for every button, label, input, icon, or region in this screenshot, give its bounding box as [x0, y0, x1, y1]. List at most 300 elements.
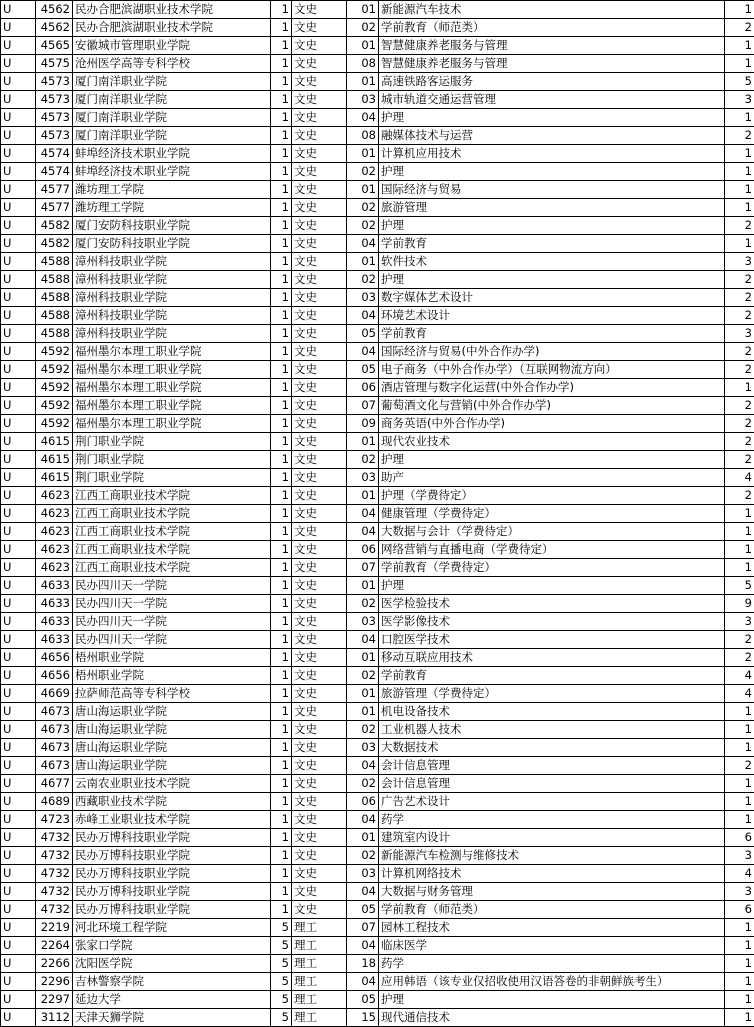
major-name-cell: 高速铁路客运服务	[379, 73, 725, 91]
major-code-cell: 02	[347, 19, 379, 37]
subject-category-cell: 文史	[292, 577, 347, 595]
type-code-cell: 1	[271, 361, 292, 379]
plan-count-cell: 2	[725, 127, 754, 145]
school-name-cell: 民办万博科技职业学院	[73, 883, 271, 901]
table-row	[1, 1, 754, 19]
school-name-cell: 福州墨尔本理工职业学院	[73, 397, 271, 415]
table-row	[1, 793, 754, 811]
major-name-cell: 学前教育	[379, 325, 725, 343]
table-row	[1, 181, 754, 199]
major-code-cell: 04	[347, 109, 379, 127]
subject-category-cell: 文史	[292, 721, 347, 739]
major-name-cell: 环境艺术设计	[379, 307, 725, 325]
type-code-cell: 1	[271, 433, 292, 451]
batch-code-cell: U	[1, 613, 36, 631]
table-row	[1, 631, 754, 649]
school-code-cell: 4574	[36, 163, 73, 181]
table-row	[1, 307, 754, 325]
type-code-cell: 1	[271, 181, 292, 199]
school-code-cell: 4669	[36, 685, 73, 703]
school-name-cell: 福州墨尔本理工职业学院	[73, 415, 271, 433]
table-row	[1, 937, 754, 955]
plan-count-cell: 1	[725, 937, 754, 955]
type-code-cell: 1	[271, 325, 292, 343]
major-code-cell: 02	[347, 667, 379, 685]
major-code-cell: 03	[347, 739, 379, 757]
batch-code-cell: U	[1, 1009, 36, 1027]
type-code-cell: 1	[271, 217, 292, 235]
school-code-cell: 4732	[36, 901, 73, 919]
school-name-cell: 漳州科技职业学院	[73, 289, 271, 307]
batch-code-cell: U	[1, 973, 36, 991]
major-code-cell: 04	[347, 523, 379, 541]
school-code-cell: 4592	[36, 415, 73, 433]
subject-category-cell: 理工	[292, 973, 347, 991]
school-name-cell: 江西工商职业技术学院	[73, 559, 271, 577]
batch-code-cell: U	[1, 397, 36, 415]
plan-count-cell: 2	[725, 343, 754, 361]
school-code-cell: 4573	[36, 73, 73, 91]
table-row	[1, 721, 754, 739]
plan-count-cell: 2	[725, 19, 754, 37]
batch-code-cell: U	[1, 505, 36, 523]
batch-code-cell: U	[1, 667, 36, 685]
plan-count-cell: 6	[725, 901, 754, 919]
major-name-cell: 大数据与财务管理	[379, 883, 725, 901]
major-name-cell: 旅游管理	[379, 199, 725, 217]
major-name-cell: 应用韩语（该专业仅招收使用汉语答卷的非朝鲜族考生）	[379, 973, 725, 991]
major-name-cell: 数字媒体艺术设计	[379, 289, 725, 307]
plan-count-cell: 1	[725, 235, 754, 253]
table-row	[1, 37, 754, 55]
subject-category-cell: 文史	[292, 181, 347, 199]
school-code-cell: 4623	[36, 523, 73, 541]
subject-category-cell: 文史	[292, 343, 347, 361]
major-code-cell: 03	[347, 469, 379, 487]
subject-category-cell: 文史	[292, 91, 347, 109]
subject-category-cell: 文史	[292, 613, 347, 631]
subject-category-cell: 文史	[292, 793, 347, 811]
school-name-cell: 唐山海运职业学院	[73, 703, 271, 721]
school-code-cell: 4615	[36, 433, 73, 451]
batch-code-cell: U	[1, 847, 36, 865]
major-name-cell: 学前教育（师范类）	[379, 901, 725, 919]
plan-count-cell: 4	[725, 685, 754, 703]
major-code-cell: 05	[347, 361, 379, 379]
school-name-cell: 延边大学	[73, 991, 271, 1009]
table-row	[1, 343, 754, 361]
subject-category-cell: 文史	[292, 811, 347, 829]
major-code-cell: 04	[347, 937, 379, 955]
school-name-cell: 厦门南洋职业学院	[73, 109, 271, 127]
batch-code-cell: U	[1, 469, 36, 487]
school-code-cell: 4592	[36, 379, 73, 397]
major-name-cell: 新能源汽车技术	[379, 1, 725, 19]
table-row	[1, 901, 754, 919]
school-code-cell: 4677	[36, 775, 73, 793]
major-name-cell: 护理	[379, 217, 725, 235]
plan-count-cell: 1	[725, 1, 754, 19]
major-code-cell: 03	[347, 613, 379, 631]
plan-count-cell: 1	[725, 379, 754, 397]
type-code-cell: 1	[271, 595, 292, 613]
type-code-cell: 1	[271, 109, 292, 127]
type-code-cell: 1	[271, 649, 292, 667]
school-name-cell: 唐山海运职业学院	[73, 739, 271, 757]
plan-count-cell: 9	[725, 595, 754, 613]
major-name-cell: 国际经济与贸易(中外合作办学)	[379, 343, 725, 361]
batch-code-cell: U	[1, 325, 36, 343]
plan-count-cell: 1	[725, 739, 754, 757]
school-code-cell: 4656	[36, 649, 73, 667]
major-code-cell: 08	[347, 127, 379, 145]
major-name-cell: 移动互联应用技术	[379, 649, 725, 667]
major-code-cell: 02	[347, 217, 379, 235]
school-name-cell: 厦门南洋职业学院	[73, 73, 271, 91]
plan-count-cell: 1	[725, 991, 754, 1009]
plan-count-cell: 2	[725, 271, 754, 289]
major-code-cell: 07	[347, 919, 379, 937]
major-name-cell: 会计信息管理	[379, 775, 725, 793]
school-name-cell: 民办万博科技职业学院	[73, 847, 271, 865]
type-code-cell: 1	[271, 559, 292, 577]
major-code-cell: 04	[347, 883, 379, 901]
subject-category-cell: 文史	[292, 37, 347, 55]
major-name-cell: 机电设备技术	[379, 703, 725, 721]
major-name-cell: 护理	[379, 577, 725, 595]
table-row	[1, 433, 754, 451]
major-name-cell: 葡萄酒文化与营销(中外合作办学)	[379, 397, 725, 415]
plan-count-cell: 1	[725, 181, 754, 199]
table-row	[1, 163, 754, 181]
major-code-cell: 02	[347, 163, 379, 181]
table-row	[1, 487, 754, 505]
major-code-cell: 18	[347, 955, 379, 973]
batch-code-cell: U	[1, 181, 36, 199]
school-code-cell: 4732	[36, 829, 73, 847]
plan-count-cell: 5	[725, 73, 754, 91]
major-name-cell: 工业机器人技术	[379, 721, 725, 739]
batch-code-cell: U	[1, 811, 36, 829]
school-name-cell: 福州墨尔本理工职业学院	[73, 379, 271, 397]
major-name-cell: 网络营销与直播电商（学费待定）	[379, 541, 725, 559]
school-code-cell: 4588	[36, 325, 73, 343]
subject-category-cell: 文史	[292, 415, 347, 433]
major-name-cell: 软件技术	[379, 253, 725, 271]
type-code-cell: 1	[271, 577, 292, 595]
major-name-cell: 护理	[379, 163, 725, 181]
major-name-cell: 融媒体技术与运营	[379, 127, 725, 145]
major-code-cell: 04	[347, 505, 379, 523]
table-row	[1, 271, 754, 289]
type-code-cell: 1	[271, 451, 292, 469]
batch-code-cell: U	[1, 1, 36, 19]
subject-category-cell: 文史	[292, 235, 347, 253]
major-code-cell: 01	[347, 649, 379, 667]
type-code-cell: 1	[271, 505, 292, 523]
subject-category-cell: 文史	[292, 847, 347, 865]
school-name-cell: 张家口学院	[73, 937, 271, 955]
major-code-cell: 04	[347, 973, 379, 991]
plan-count-cell: 3	[725, 325, 754, 343]
major-code-cell: 04	[347, 811, 379, 829]
table-row	[1, 253, 754, 271]
school-name-cell: 民办四川天一学院	[73, 613, 271, 631]
batch-code-cell: U	[1, 127, 36, 145]
type-code-cell: 1	[271, 343, 292, 361]
table-row	[1, 883, 754, 901]
major-name-cell: 护理（学费待定）	[379, 487, 725, 505]
type-code-cell: 1	[271, 415, 292, 433]
major-name-cell: 园林工程技术	[379, 919, 725, 937]
subject-category-cell: 文史	[292, 127, 347, 145]
table-row	[1, 361, 754, 379]
type-code-cell: 1	[271, 685, 292, 703]
school-code-cell: 4588	[36, 271, 73, 289]
major-code-cell: 09	[347, 415, 379, 433]
school-name-cell: 安徽城市管理职业学院	[73, 37, 271, 55]
school-name-cell: 厦门南洋职业学院	[73, 91, 271, 109]
major-code-cell: 04	[347, 343, 379, 361]
batch-code-cell: U	[1, 739, 36, 757]
batch-code-cell: U	[1, 109, 36, 127]
batch-code-cell: U	[1, 901, 36, 919]
subject-category-cell: 文史	[292, 541, 347, 559]
plan-count-cell: 1	[725, 775, 754, 793]
school-name-cell: 拉萨师范高等专科学校	[73, 685, 271, 703]
type-code-cell: 1	[271, 145, 292, 163]
plan-count-cell: 1	[725, 109, 754, 127]
subject-category-cell: 理工	[292, 1009, 347, 1027]
table-row	[1, 379, 754, 397]
plan-count-cell: 1	[725, 505, 754, 523]
plan-count-cell: 2	[725, 415, 754, 433]
plan-count-cell: 1	[725, 919, 754, 937]
plan-count-cell: 2	[725, 397, 754, 415]
batch-code-cell: U	[1, 145, 36, 163]
batch-code-cell: U	[1, 919, 36, 937]
major-name-cell: 广告艺术设计	[379, 793, 725, 811]
school-name-cell: 福州墨尔本理工职业学院	[73, 361, 271, 379]
school-name-cell: 民办四川天一学院	[73, 577, 271, 595]
school-code-cell: 4562	[36, 1, 73, 19]
major-code-cell: 03	[347, 289, 379, 307]
batch-code-cell: U	[1, 775, 36, 793]
plan-count-cell: 2	[725, 307, 754, 325]
type-code-cell: 1	[271, 55, 292, 73]
major-code-cell: 01	[347, 433, 379, 451]
major-name-cell: 智慧健康养老服务与管理	[379, 37, 725, 55]
plan-count-cell: 1	[725, 721, 754, 739]
school-name-cell: 厦门安防科技职业学院	[73, 217, 271, 235]
school-code-cell: 4633	[36, 613, 73, 631]
table-row	[1, 739, 754, 757]
batch-code-cell: U	[1, 559, 36, 577]
plan-count-cell: 4	[725, 865, 754, 883]
batch-code-cell: U	[1, 343, 36, 361]
subject-category-cell: 文史	[292, 451, 347, 469]
major-code-cell: 05	[347, 991, 379, 1009]
plan-count-cell: 5	[725, 577, 754, 595]
batch-code-cell: U	[1, 91, 36, 109]
major-name-cell: 现代农业技术	[379, 433, 725, 451]
major-code-cell: 06	[347, 793, 379, 811]
table-row	[1, 55, 754, 73]
table-row	[1, 397, 754, 415]
major-code-cell: 04	[347, 307, 379, 325]
major-name-cell: 护理	[379, 109, 725, 127]
type-code-cell: 1	[271, 199, 292, 217]
table-row	[1, 199, 754, 217]
table-row	[1, 649, 754, 667]
major-code-cell: 02	[347, 595, 379, 613]
plan-count-cell: 2	[725, 289, 754, 307]
major-name-cell: 临床医学	[379, 937, 725, 955]
major-code-cell: 01	[347, 1, 379, 19]
major-name-cell: 药学	[379, 811, 725, 829]
type-code-cell: 1	[271, 829, 292, 847]
school-name-cell: 荆门职业学院	[73, 433, 271, 451]
type-code-cell: 5	[271, 937, 292, 955]
type-code-cell: 1	[271, 487, 292, 505]
school-code-cell: 4577	[36, 199, 73, 217]
type-code-cell: 1	[271, 793, 292, 811]
major-code-cell: 01	[347, 685, 379, 703]
school-code-cell: 4656	[36, 667, 73, 685]
type-code-cell: 1	[271, 1, 292, 19]
type-code-cell: 1	[271, 235, 292, 253]
subject-category-cell: 文史	[292, 1, 347, 19]
major-code-cell: 03	[347, 865, 379, 883]
school-code-cell: 4573	[36, 127, 73, 145]
school-code-cell: 3112	[36, 1009, 73, 1027]
batch-code-cell: U	[1, 523, 36, 541]
type-code-cell: 1	[271, 901, 292, 919]
school-code-cell: 4582	[36, 217, 73, 235]
subject-category-cell: 文史	[292, 145, 347, 163]
plan-count-cell: 1	[725, 973, 754, 991]
major-name-cell: 大数据技术	[379, 739, 725, 757]
plan-count-cell: 1	[725, 559, 754, 577]
plan-count-cell: 6	[725, 829, 754, 847]
subject-category-cell: 文史	[292, 685, 347, 703]
major-code-cell: 02	[347, 721, 379, 739]
table-row	[1, 703, 754, 721]
subject-category-cell: 文史	[292, 523, 347, 541]
school-code-cell: 4732	[36, 865, 73, 883]
batch-code-cell: U	[1, 235, 36, 253]
major-code-cell: 06	[347, 379, 379, 397]
type-code-cell: 1	[271, 883, 292, 901]
school-name-cell: 厦门安防科技职业学院	[73, 235, 271, 253]
plan-count-cell: 1	[725, 955, 754, 973]
batch-code-cell: U	[1, 253, 36, 271]
table-row	[1, 217, 754, 235]
major-code-cell: 07	[347, 397, 379, 415]
type-code-cell: 1	[271, 613, 292, 631]
subject-category-cell: 文史	[292, 109, 347, 127]
type-code-cell: 1	[271, 847, 292, 865]
school-code-cell: 4732	[36, 883, 73, 901]
school-code-cell: 4565	[36, 37, 73, 55]
table-row	[1, 613, 754, 631]
school-name-cell: 潍坊理工学院	[73, 181, 271, 199]
plan-count-cell: 1	[725, 145, 754, 163]
school-name-cell: 民办合肥滨湖职业技术学院	[73, 19, 271, 37]
subject-category-cell: 文史	[292, 865, 347, 883]
subject-category-cell: 文史	[292, 775, 347, 793]
school-code-cell: 4673	[36, 739, 73, 757]
table-row	[1, 505, 754, 523]
major-name-cell: 健康管理（学费待定）	[379, 505, 725, 523]
plan-count-cell: 2	[725, 649, 754, 667]
table-row	[1, 289, 754, 307]
type-code-cell: 1	[271, 469, 292, 487]
table-row	[1, 73, 754, 91]
subject-category-cell: 文史	[292, 55, 347, 73]
school-name-cell: 民办四川天一学院	[73, 595, 271, 613]
major-name-cell: 电子商务（中外合作办学）（互联网物流方向）	[379, 361, 725, 379]
school-code-cell: 4689	[36, 793, 73, 811]
school-name-cell: 荆门职业学院	[73, 451, 271, 469]
plan-count-cell: 2	[725, 217, 754, 235]
school-name-cell: 梧州职业学院	[73, 667, 271, 685]
school-name-cell: 厦门南洋职业学院	[73, 127, 271, 145]
type-code-cell: 1	[271, 379, 292, 397]
school-name-cell: 江西工商职业技术学院	[73, 487, 271, 505]
batch-code-cell: U	[1, 955, 36, 973]
major-code-cell: 01	[347, 829, 379, 847]
subject-category-cell: 文史	[292, 271, 347, 289]
school-code-cell: 4615	[36, 451, 73, 469]
batch-code-cell: U	[1, 307, 36, 325]
major-name-cell: 护理	[379, 991, 725, 1009]
subject-category-cell: 文史	[292, 559, 347, 577]
batch-code-cell: U	[1, 37, 36, 55]
batch-code-cell: U	[1, 649, 36, 667]
plan-count-cell: 1	[725, 55, 754, 73]
plan-count-cell: 2	[725, 631, 754, 649]
type-code-cell: 1	[271, 667, 292, 685]
batch-code-cell: U	[1, 577, 36, 595]
type-code-cell: 5	[271, 1009, 292, 1027]
table-row	[1, 847, 754, 865]
school-code-cell: 4588	[36, 307, 73, 325]
batch-code-cell: U	[1, 721, 36, 739]
subject-category-cell: 文史	[292, 829, 347, 847]
school-name-cell: 漳州科技职业学院	[73, 271, 271, 289]
table-row	[1, 757, 754, 775]
school-code-cell: 4673	[36, 721, 73, 739]
subject-category-cell: 文史	[292, 433, 347, 451]
table-row	[1, 109, 754, 127]
school-code-cell: 2264	[36, 937, 73, 955]
batch-code-cell: U	[1, 217, 36, 235]
major-code-cell: 02	[347, 451, 379, 469]
table-row	[1, 559, 754, 577]
school-name-cell: 福州墨尔本理工职业学院	[73, 343, 271, 361]
major-name-cell: 护理	[379, 271, 725, 289]
table-row	[1, 235, 754, 253]
table-row	[1, 973, 754, 991]
school-code-cell: 2266	[36, 955, 73, 973]
batch-code-cell: U	[1, 55, 36, 73]
plan-count-cell: 2	[725, 757, 754, 775]
major-code-cell: 01	[347, 181, 379, 199]
school-name-cell: 沈阳医学院	[73, 955, 271, 973]
table-row	[1, 955, 754, 973]
school-name-cell: 梧州职业学院	[73, 649, 271, 667]
